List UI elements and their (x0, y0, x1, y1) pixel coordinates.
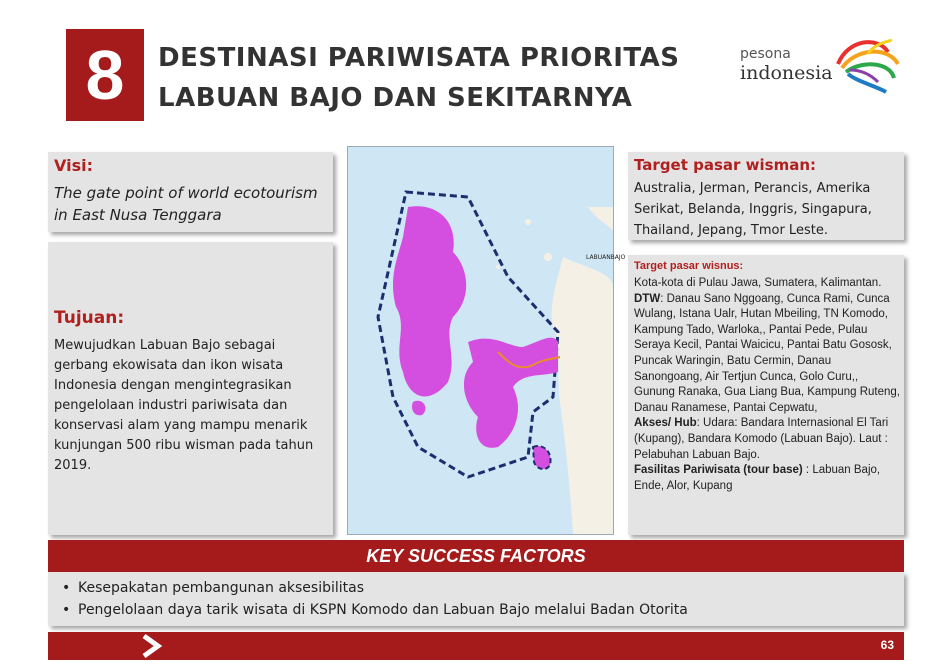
footer-bar (48, 632, 904, 660)
tujuan-panel (48, 242, 333, 535)
key-success-factors-header: KEY SUCCESS FACTORS (48, 540, 904, 572)
wisnus-heading: Target pasar wisnus: (634, 260, 744, 272)
title-line-1: DESTINASI PARIWISATA PRIORITAS (158, 43, 680, 73)
ksf-item: • Pengelolaan daya tarik wisata di KSPN Komodo dan Labuan Bajo melalui Badan Otorita (78, 599, 904, 621)
logo-swirl-icon (738, 34, 906, 98)
visi-heading: Visi: (54, 156, 93, 175)
pesona-indonesia-logo (738, 34, 906, 98)
map-graphic (348, 147, 626, 534)
tujuan-text: Mewujudkan Labuan Bajo sebagai gerbang ekowisata dan ikon wisata Indonesia dengan mengintegrasikan pengelolaan industri pariwisata dan konservasi alam yang mampu menarik kunjungan 500 ribu wisman pada tahun 2019. (54, 338, 314, 473)
wisman-text: Australia, Jerman, Perancis, Amerika Serikat, Belanda, Inggris, Singapura, Thailand, Jepang, Tmor Leste. (634, 181, 872, 238)
wisnus-dtw (634, 292, 900, 417)
fasilitas-text: : Labuan Bajo, Ende, Alor, Kupang (634, 464, 881, 492)
chevron-right-icon (138, 632, 168, 660)
wisnus-fasilitas (634, 463, 900, 494)
page-number: 63 (880, 638, 894, 652)
page-title (158, 38, 679, 118)
komodo-map (347, 146, 626, 535)
tujuan-heading: Tujuan: (54, 308, 125, 328)
dtw-text: : Danau Sano Nggoang, Cunca Rami, Cunca Wulang, Istana Ualr, Hutan Mbeiling, TN Komodo, Kampung Tado, Warloka,, Pantai Pede, Pulau Seraya Kecil, Pantai Waicicu, Pantai Batu Gososk, Puncak Waringin, Batu Cermin, Danau Sanongoang, Air Tertjun Cunca, Golo Curu,, Gunung Ranaka, Gua Liang Bua, Kampung Ruteng, Danau Ranamese, Pantai Cepwatu, (634, 292, 900, 414)
visi-panel (48, 152, 333, 232)
visi-text: The gate point of world ecotourism in East Nusa Tenggara (54, 184, 318, 224)
map-place-label: LABUANBAJO (586, 254, 626, 261)
section-number-badge: 8 (66, 29, 144, 121)
akses-text: : Udara: Bandara Internasional El Tari (Kupang), Bandara Komodo (Labuan Bajo). Laut : Pelabuhan Labuan Bajo. (634, 417, 889, 461)
key-success-factors-list (48, 572, 904, 626)
wisman-heading: Target pasar wisman: (634, 156, 817, 174)
wisman-panel (628, 152, 904, 240)
dtw-label: DTW (634, 292, 661, 305)
ksf-item: • Kesepakatan pembangunan aksesibilitas (78, 577, 904, 599)
title-line-2: LABUAN BAJO DAN SEKITARNYA (158, 83, 633, 113)
fasilitas-label: Fasilitas Pariwisata (tour base) (634, 464, 803, 477)
wisnus-body (634, 276, 900, 494)
wisnus-panel (628, 255, 904, 535)
logo-text-bottom: indonesia (740, 62, 833, 84)
wisnus-akses (634, 416, 900, 463)
akses-label: Akses/ Hub (634, 417, 697, 430)
logo-text-top: pesona (740, 46, 791, 62)
wisnus-intro: Kota-kota di Pulau Jawa, Sumatera, Kalimantan. (634, 277, 882, 289)
